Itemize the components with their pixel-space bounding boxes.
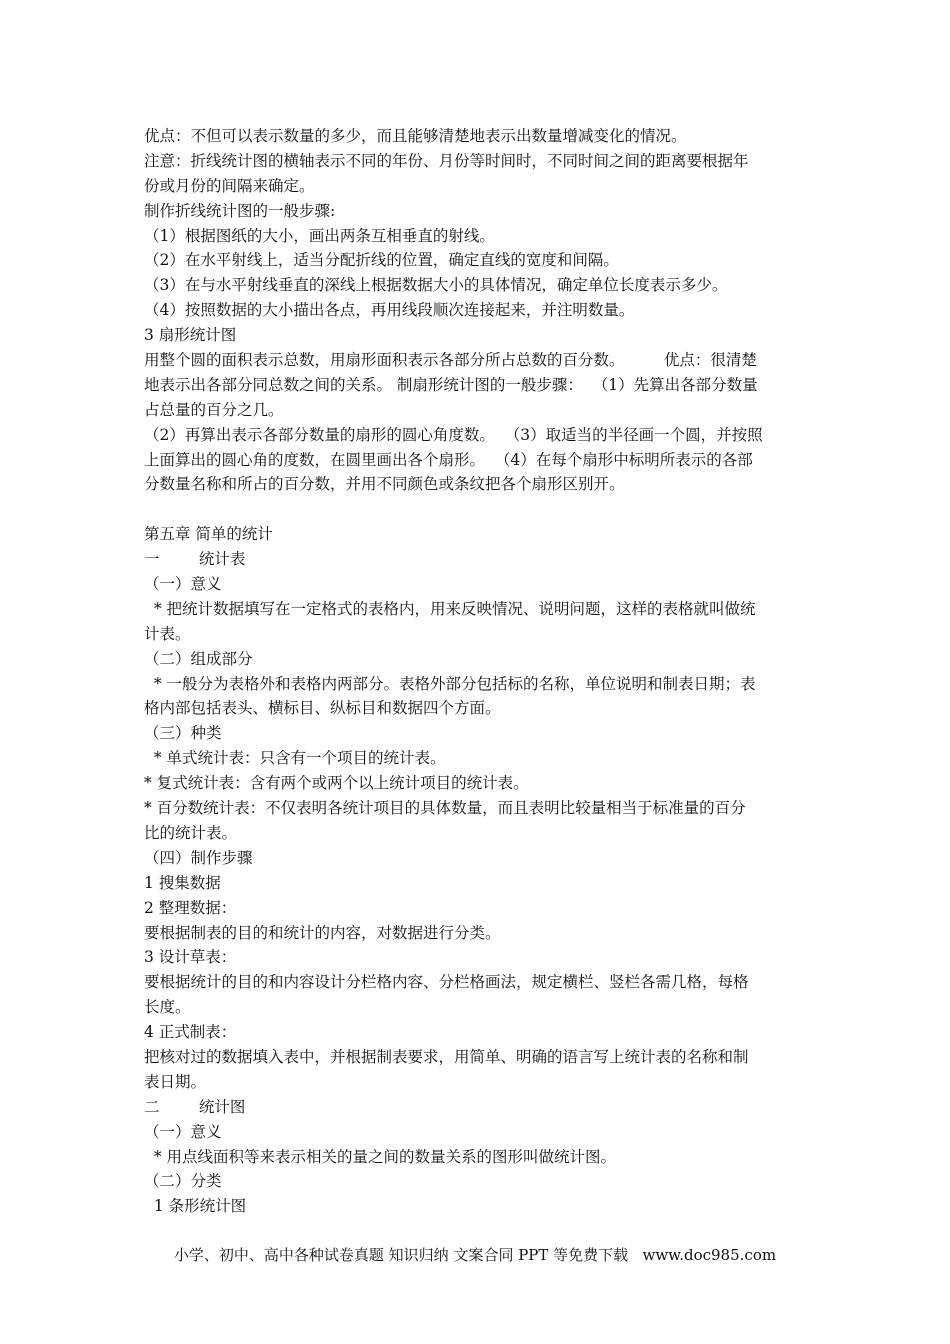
text-line: 一 统计表	[144, 550, 246, 569]
text-line: 3 扇形统计图	[144, 326, 237, 345]
text-line: 1 条形统计图	[144, 1197, 247, 1216]
text-line: * 把统计数据填写在一定格式的表格内，用来反映情况、说明问题，这样的表格就叫做统	[144, 599, 756, 618]
blank-line	[144, 497, 808, 522]
text-line: 二 统计图	[144, 1097, 246, 1116]
text-line: （2）再算出表示各部分数量的扇形的圆心角度数。 （3）取适当的半径画一个圆，并按照	[144, 425, 763, 444]
footer-text: 小学、初中、高中各种试卷真题 知识归纳 文案合同 PPT 等免费下载 www.doc985.com	[173, 1246, 777, 1264]
text-line: 要根据统计的目的和内容设计分栏格内容、分栏格画法，规定横栏、竖栏各需几格，每格	[144, 973, 749, 992]
text-line: 表日期。	[144, 1072, 207, 1091]
text-line: 用整个圆的面积表示总数，用扇形面积表示各部分所占总数的百分数。 优点：很清楚	[144, 351, 757, 370]
text-line: （二）分类	[144, 1172, 222, 1191]
text-line: 份或月份的间隔来确定。	[144, 176, 315, 195]
text-line: （一）意义	[144, 575, 222, 594]
text-line: （一）意义	[144, 1122, 222, 1141]
text-line: 第五章 简单的统计	[144, 525, 273, 544]
text-line: 格内部包括表头、横标目、纵标目和数据四个方面。	[144, 699, 501, 718]
text-line: 注意：折线统计图的横轴表示不同的年份、月份等时间时，不同时间之间的距离要根据年	[144, 151, 749, 170]
page-footer	[0, 1244, 950, 1266]
text-line: （3）在与水平射线垂直的深线上根据数据大小的具体情况，确定单位长度表示多少。	[144, 276, 728, 295]
text-line: 长度。	[144, 998, 191, 1017]
document-body	[144, 124, 808, 1219]
text-line: （二）组成部分	[144, 649, 253, 668]
text-line: 把核对过的数据填入表中，并根据制表要求，用简单、明确的语言写上统计表的名称和制	[144, 1047, 749, 1066]
text-line: * 复式统计表：含有两个或两个以上统计项目的统计表。	[144, 774, 529, 793]
text-line: （1）根据图纸的大小，画出两条互相垂直的射线。	[144, 226, 495, 245]
text-line: 上面算出的圆心角的度数，在圆里画出各个扇形。 （4）在每个扇形中标明所表示的各部	[144, 450, 753, 469]
text-line: 分数量名称和所占的百分数，并用不同颜色或条纹把各个扇形区别开。	[144, 475, 625, 494]
text-line: （四）制作步骤	[144, 848, 253, 867]
text-line: 要根据制表的目的和统计的内容，对数据进行分类。	[144, 923, 501, 942]
text-line: 1 搜集数据	[144, 873, 221, 892]
text-line: 计表。	[144, 624, 191, 643]
text-line: 2 整理数据：	[144, 898, 237, 917]
text-line: * 百分数统计表：不仅表明各统计项目的具体数量，而且表明比较量相当于标准量的百分	[144, 799, 746, 818]
text-line: * 单式统计表：只含有一个项目的统计表。	[144, 749, 446, 768]
text-line: 3 设计草表：	[144, 948, 237, 967]
text-line: 制作折线统计图的一般步骤:	[144, 201, 336, 220]
text-line: * 一般分为表格外和表格内两部分。表格外部分包括标的名称，单位说明和制表日期；表	[144, 674, 756, 693]
text-line: 占总量的百分之几。	[144, 400, 284, 419]
text-line: 4 正式制表：	[144, 1023, 237, 1042]
text-line: （4）按照数据的大小描出各点，再用线段顺次连接起来，并注明数量。	[144, 301, 635, 320]
text-line: （三）种类	[144, 724, 222, 743]
text-line: 比的统计表。	[144, 823, 238, 842]
text-line: 优点：不但可以表示数量的多少，而且能够清楚地表示出数量增减变化的情况。	[144, 127, 687, 145]
text-line: * 用点线面积等来表示相关的量之间的数量关系的图形叫做统计图。	[144, 1147, 617, 1166]
text-line: （2）在水平射线上，适当分配折线的位置，确定直线的宽度和间隔。	[144, 251, 619, 270]
text-line: 地表示出各部分同总数之间的关系。 制扇形统计图的一般步骤： （1）先算出各部分数量	[144, 375, 758, 394]
